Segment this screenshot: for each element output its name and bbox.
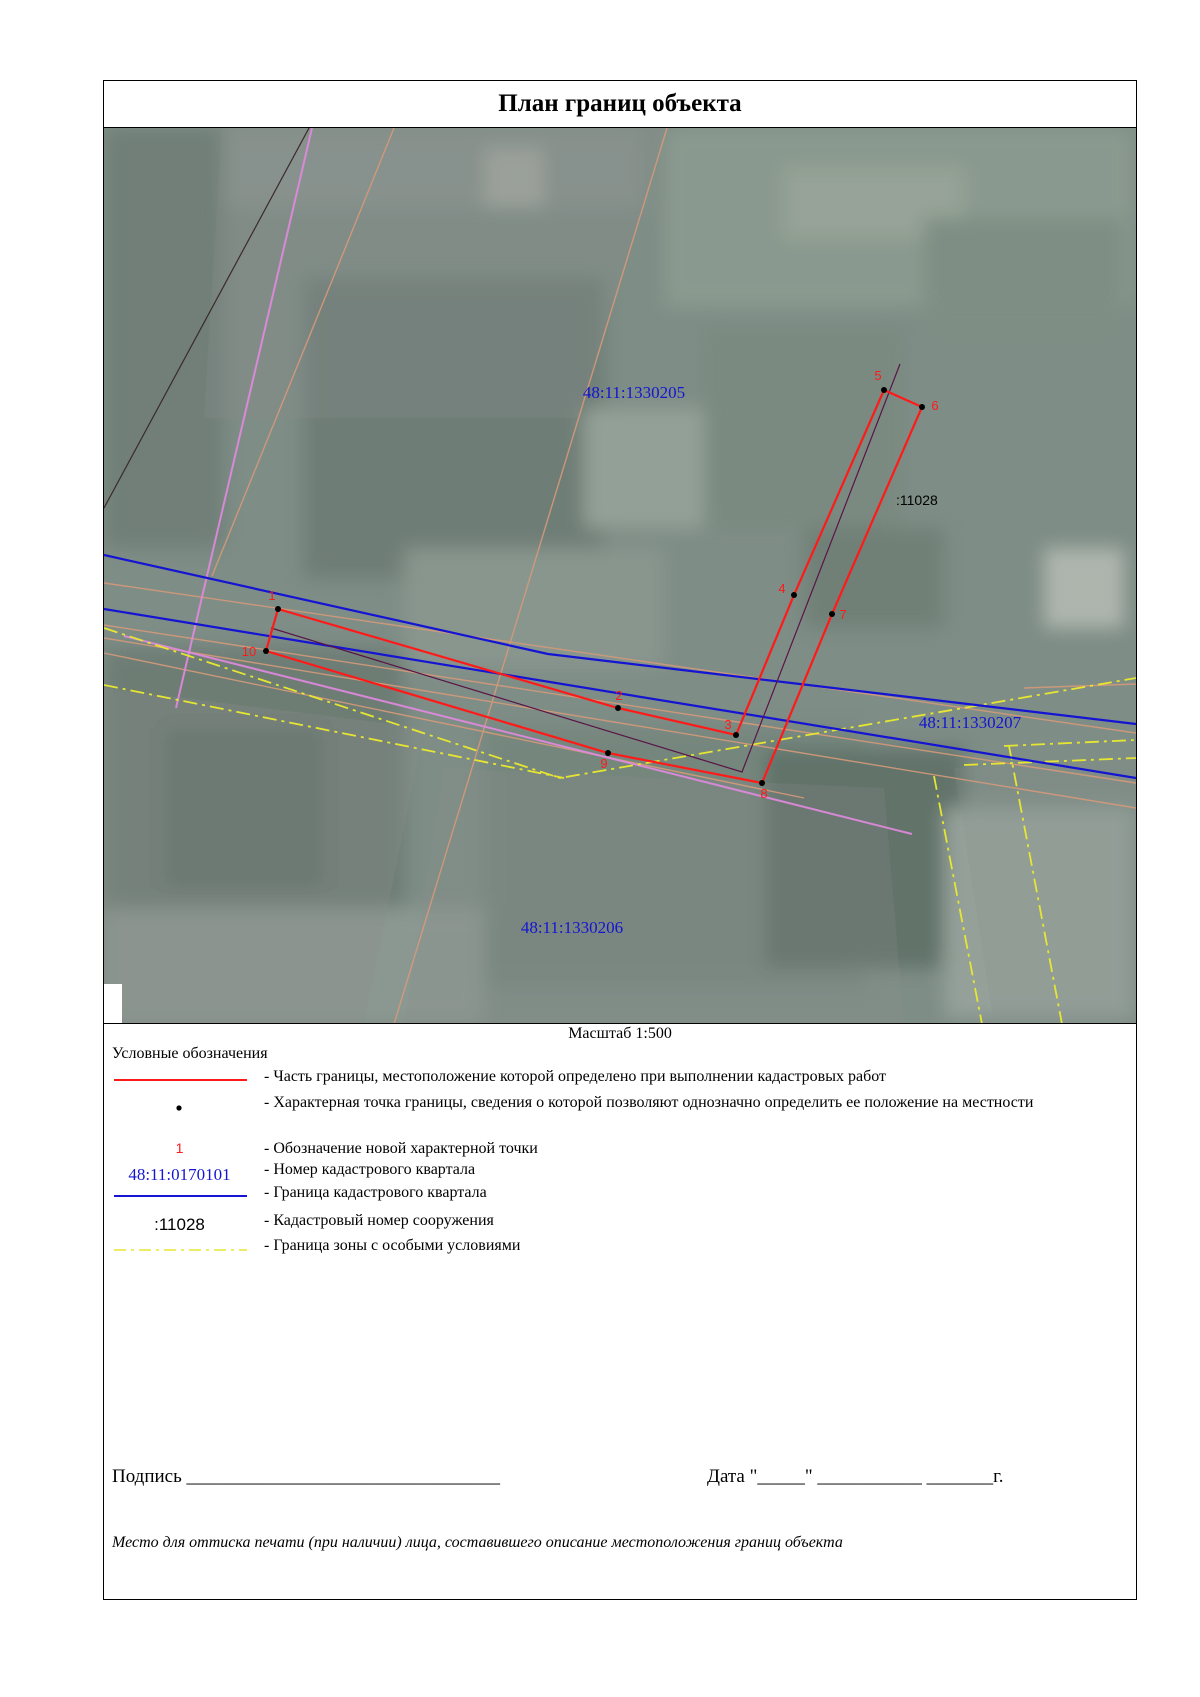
legend-item: [112, 1212, 1122, 1234]
point-number-label: 5: [874, 368, 882, 383]
blue-line-icon: [112, 1184, 247, 1206]
point-number-label: 2: [615, 688, 623, 703]
characteristic-point[interactable]: [919, 404, 925, 410]
map-svg: [104, 128, 1136, 1024]
legend-text: - Граница зоны с особыми условиями: [264, 1237, 521, 1254]
stamp-note: Место для оттиска печати (при наличии) лица, составившего описание местоположения границ объекта: [112, 1534, 843, 1551]
characteristic-point[interactable]: [791, 592, 797, 598]
characteristic-point[interactable]: [263, 648, 269, 654]
yellow-dashdot-icon: [112, 1237, 247, 1259]
blue-number-sample: 48:11:0170101: [128, 1165, 231, 1184]
legend-title: Условные обозначения: [112, 1045, 268, 1062]
characteristic-point[interactable]: [615, 705, 621, 711]
legend-item: [112, 1237, 1122, 1259]
characteristic-point[interactable]: [733, 732, 739, 738]
point-number-label: 9: [600, 756, 608, 771]
legend-text: - Кадастровый номер сооружения: [264, 1212, 494, 1229]
date-line[interactable]: Дата "_____" ___________ _______г.: [707, 1466, 1004, 1487]
red-number-sample: 1: [175, 1140, 184, 1156]
structure-label: :11028: [896, 492, 938, 508]
legend-item: [112, 1161, 1122, 1183]
quarter-label: 48:11:1330205: [582, 383, 686, 402]
legend-text: - Обозначение новой характерной точки: [264, 1140, 538, 1157]
red-line-icon: [112, 1068, 247, 1090]
characteristic-point[interactable]: [275, 606, 281, 612]
legend-text: - Характерная точка границы, сведения о которой позволяют однозначно определить ее положение на местности: [264, 1094, 1034, 1111]
point-number-label: 4: [778, 581, 786, 596]
signature-line[interactable]: Подпись _________________________________: [112, 1466, 501, 1487]
parcel-overlay: [404, 768, 904, 1024]
black-dot-icon: [112, 1094, 247, 1116]
legend-item: [112, 1140, 1122, 1162]
legend-item: [112, 1068, 1122, 1090]
document-frame: [103, 80, 1137, 1600]
point-number-label: 8: [760, 786, 768, 801]
point-number-label: 7: [839, 607, 847, 622]
legend-text: - Граница кадастрового квартала: [264, 1184, 487, 1201]
legend-item: [112, 1094, 1122, 1132]
point-number-label: 1: [268, 588, 276, 603]
quarter-label: 48:11:1330206: [520, 918, 624, 937]
legend-text: - Номер кадастрового квартала: [264, 1161, 476, 1178]
point-number-label: 10: [241, 644, 257, 659]
map-area[interactable]: [104, 128, 1136, 1024]
quarter-label: 48:11:1330207: [918, 713, 1022, 732]
black-number-sample: :11028: [154, 1215, 205, 1234]
point-number-label: 3: [724, 717, 732, 732]
page-title: План границ объекта: [104, 81, 1136, 128]
point-number-label: 6: [931, 398, 939, 413]
legend-text: - Часть границы, местоположение которой определено при выполнении кадастровых работ: [264, 1068, 886, 1085]
map-scale: Масштаб 1:500: [568, 1025, 672, 1042]
legend-item: [112, 1184, 1122, 1206]
characteristic-point[interactable]: [881, 387, 887, 393]
characteristic-point[interactable]: [829, 611, 835, 617]
map-corner-block: [104, 984, 122, 1024]
